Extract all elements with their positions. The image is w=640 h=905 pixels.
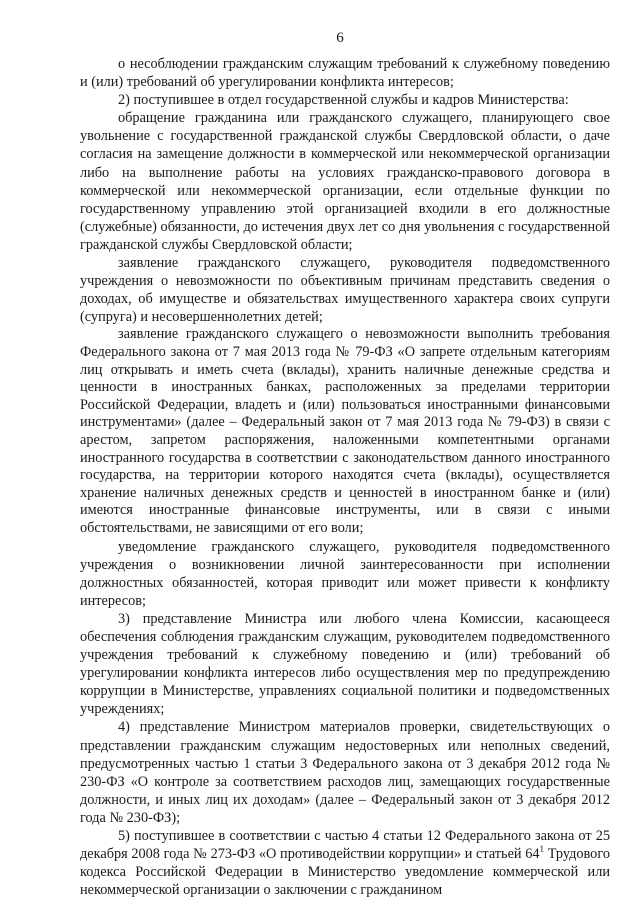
paragraph-text: Трудового кодекса Российской Федерации в Министерство уведомление коммерческой или некоммерческой организации о заключении с гражданином (80, 846, 610, 899)
paragraph: уведомление гражданского служащего, руководителя подведомственного учреждения о возникновении личной заинтересованности при исполнении должностных обязанностей, которая приводит или может привести к конфликту интересов; (80, 538, 610, 609)
superscript: 1 (539, 844, 545, 855)
paragraph: заявление гражданского служащего, руководителя подведомственного учреждения о невозможности по объективным причинам представить сведения о доходах, об имуществе и обязательствах имущественного характера своих супруги (супруга) и несовершеннолетних детей; (80, 255, 610, 326)
paragraph: заявление гражданского служащего о невозможности выполнить требования Федерального закона от 7 мая 2013 года № 79-ФЗ «О запрете отдельным категориям лиц открывать и иметь счета (вклады), хранить наличные денежные средства и ценности в иностранных банках, расположенных за пределами территории Российской Федерации, владеть и (или) пользоваться иностранными финансовыми инструментами» (далее – Федеральный закон от 7 мая 2013 года № 79-ФЗ) в связи с арестом, запретом распоряжения, наложенными компетентными органами иностранного государства в соответствии с законодательством данного иностранного государства, на территории которого находятся счета (вклады), осуществляется хранение наличных денежных средств и ценностей в иностранном банке и (или) имеются иностранные финансовые инструменты, или в связи с иными обстоятельствами, не зависящими от его воли; (80, 326, 610, 536)
paragraph: 2) поступившее в отдел государственной службы и кадров Министерства: (118, 92, 569, 109)
paragraph: 3) представление Министра или любого члена Комиссии, касающееся обеспечения соблюдения гражданским служащим, руководителем подведомственного учреждения требований к служебному поведению и (или) требований об урегулировании конфликта интересов либо осуществления мер по предупреждению коррупции в Министерстве, управлениях социальной политики и подведомственных учреждениях; (80, 610, 610, 718)
paragraph: о несоблюдении гражданским служащим требований к служебному поведению и (или) требований об урегулировании конфликта интересов; (80, 56, 610, 91)
page-number: 6 (336, 30, 344, 46)
document-body (80, 55, 610, 899)
paragraph-text: 5) поступившее в соответствии с частью 4 статьи 12 Федерального закона от 25 декабря 2008 года № 273-ФЗ «О противодействии коррупции» и статьей 64 (80, 828, 610, 863)
paragraph: 4) представление Министром материалов проверки, свидетельствующих о представлении гражданским служащим недостоверных или неполных сведений, предусмотренных частью 1 статьи 3 Федерального закона от 3 декабря 2012 года № 230-ФЗ «О контроле за соответствием расходов лиц, замещающих государственные должности, и иных лиц их доходам» (далее – Федеральный закон от 3 декабря 2012 года № 230-ФЗ); (80, 719, 610, 826)
paragraph (80, 827, 610, 899)
paragraph: обращение гражданина или гражданского служащего, планирующего свое увольнение с государственной гражданской службы Свердловской области, о даче согласия на замещение должности в коммерческой или некоммерческой организации либо на выполнение работы на условиях гражданско-правового договора в коммерческой или некоммерческой организации, если отдельные функции по государственному управлению этой организацией входили в его должностные (служебные) обязанности, до истечения двух лет со дня увольнения с государственной гражданской службы Свердловской области; (80, 110, 610, 253)
